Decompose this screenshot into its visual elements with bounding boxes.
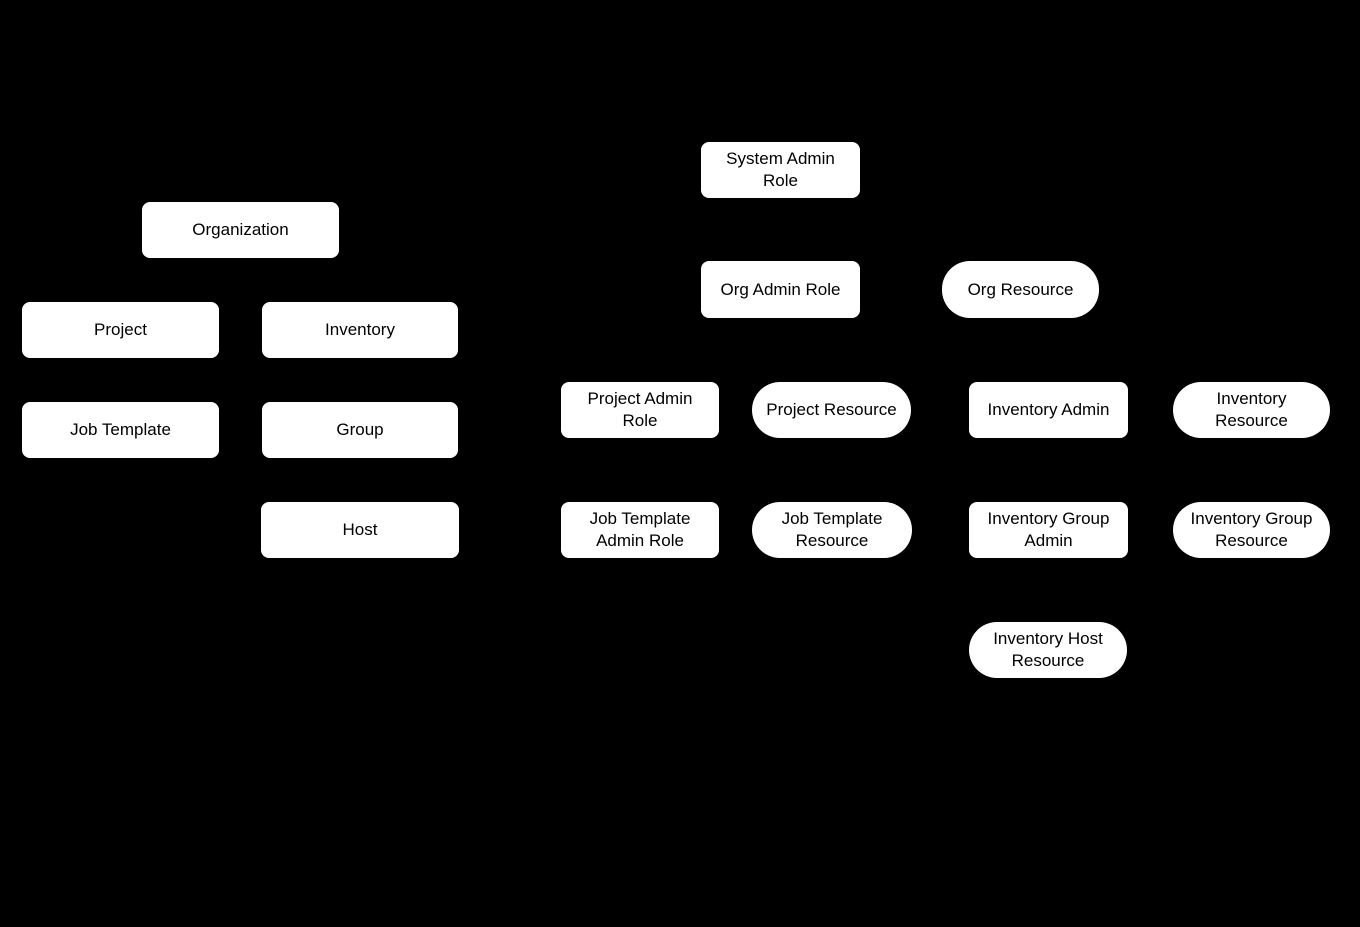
diagram-node-host: Host (261, 502, 459, 558)
diagram-node-organization: Organization (142, 202, 339, 258)
diagram-node-project-admin-role: Project Admin Role (561, 382, 719, 438)
diagram-node-job-template-resource: Job Template Resource (752, 502, 912, 558)
diagram-node-inventory-group-admin: Inventory Group Admin (969, 502, 1128, 558)
diagram-node-job-template-admin-role: Job Template Admin Role (561, 502, 719, 558)
diagram-node-project: Project (22, 302, 219, 358)
diagram-node-system-admin-role: System Admin Role (701, 142, 860, 198)
diagram-node-inventory-group-resource: Inventory Group Resource (1173, 502, 1330, 558)
diagram-node-inventory-resource: Inventory Resource (1173, 382, 1330, 438)
diagram-node-job-template: Job Template (22, 402, 219, 458)
diagram-node-inventory: Inventory (262, 302, 458, 358)
diagram-node-group: Group (262, 402, 458, 458)
diagram-node-org-admin-role: Org Admin Role (701, 261, 860, 318)
diagram-node-inventory-admin: Inventory Admin (969, 382, 1128, 438)
diagram-node-org-resource: Org Resource (942, 261, 1099, 318)
diagram-node-project-resource: Project Resource (752, 382, 911, 438)
diagram-node-inventory-host-resource: Inventory Host Resource (969, 622, 1127, 678)
